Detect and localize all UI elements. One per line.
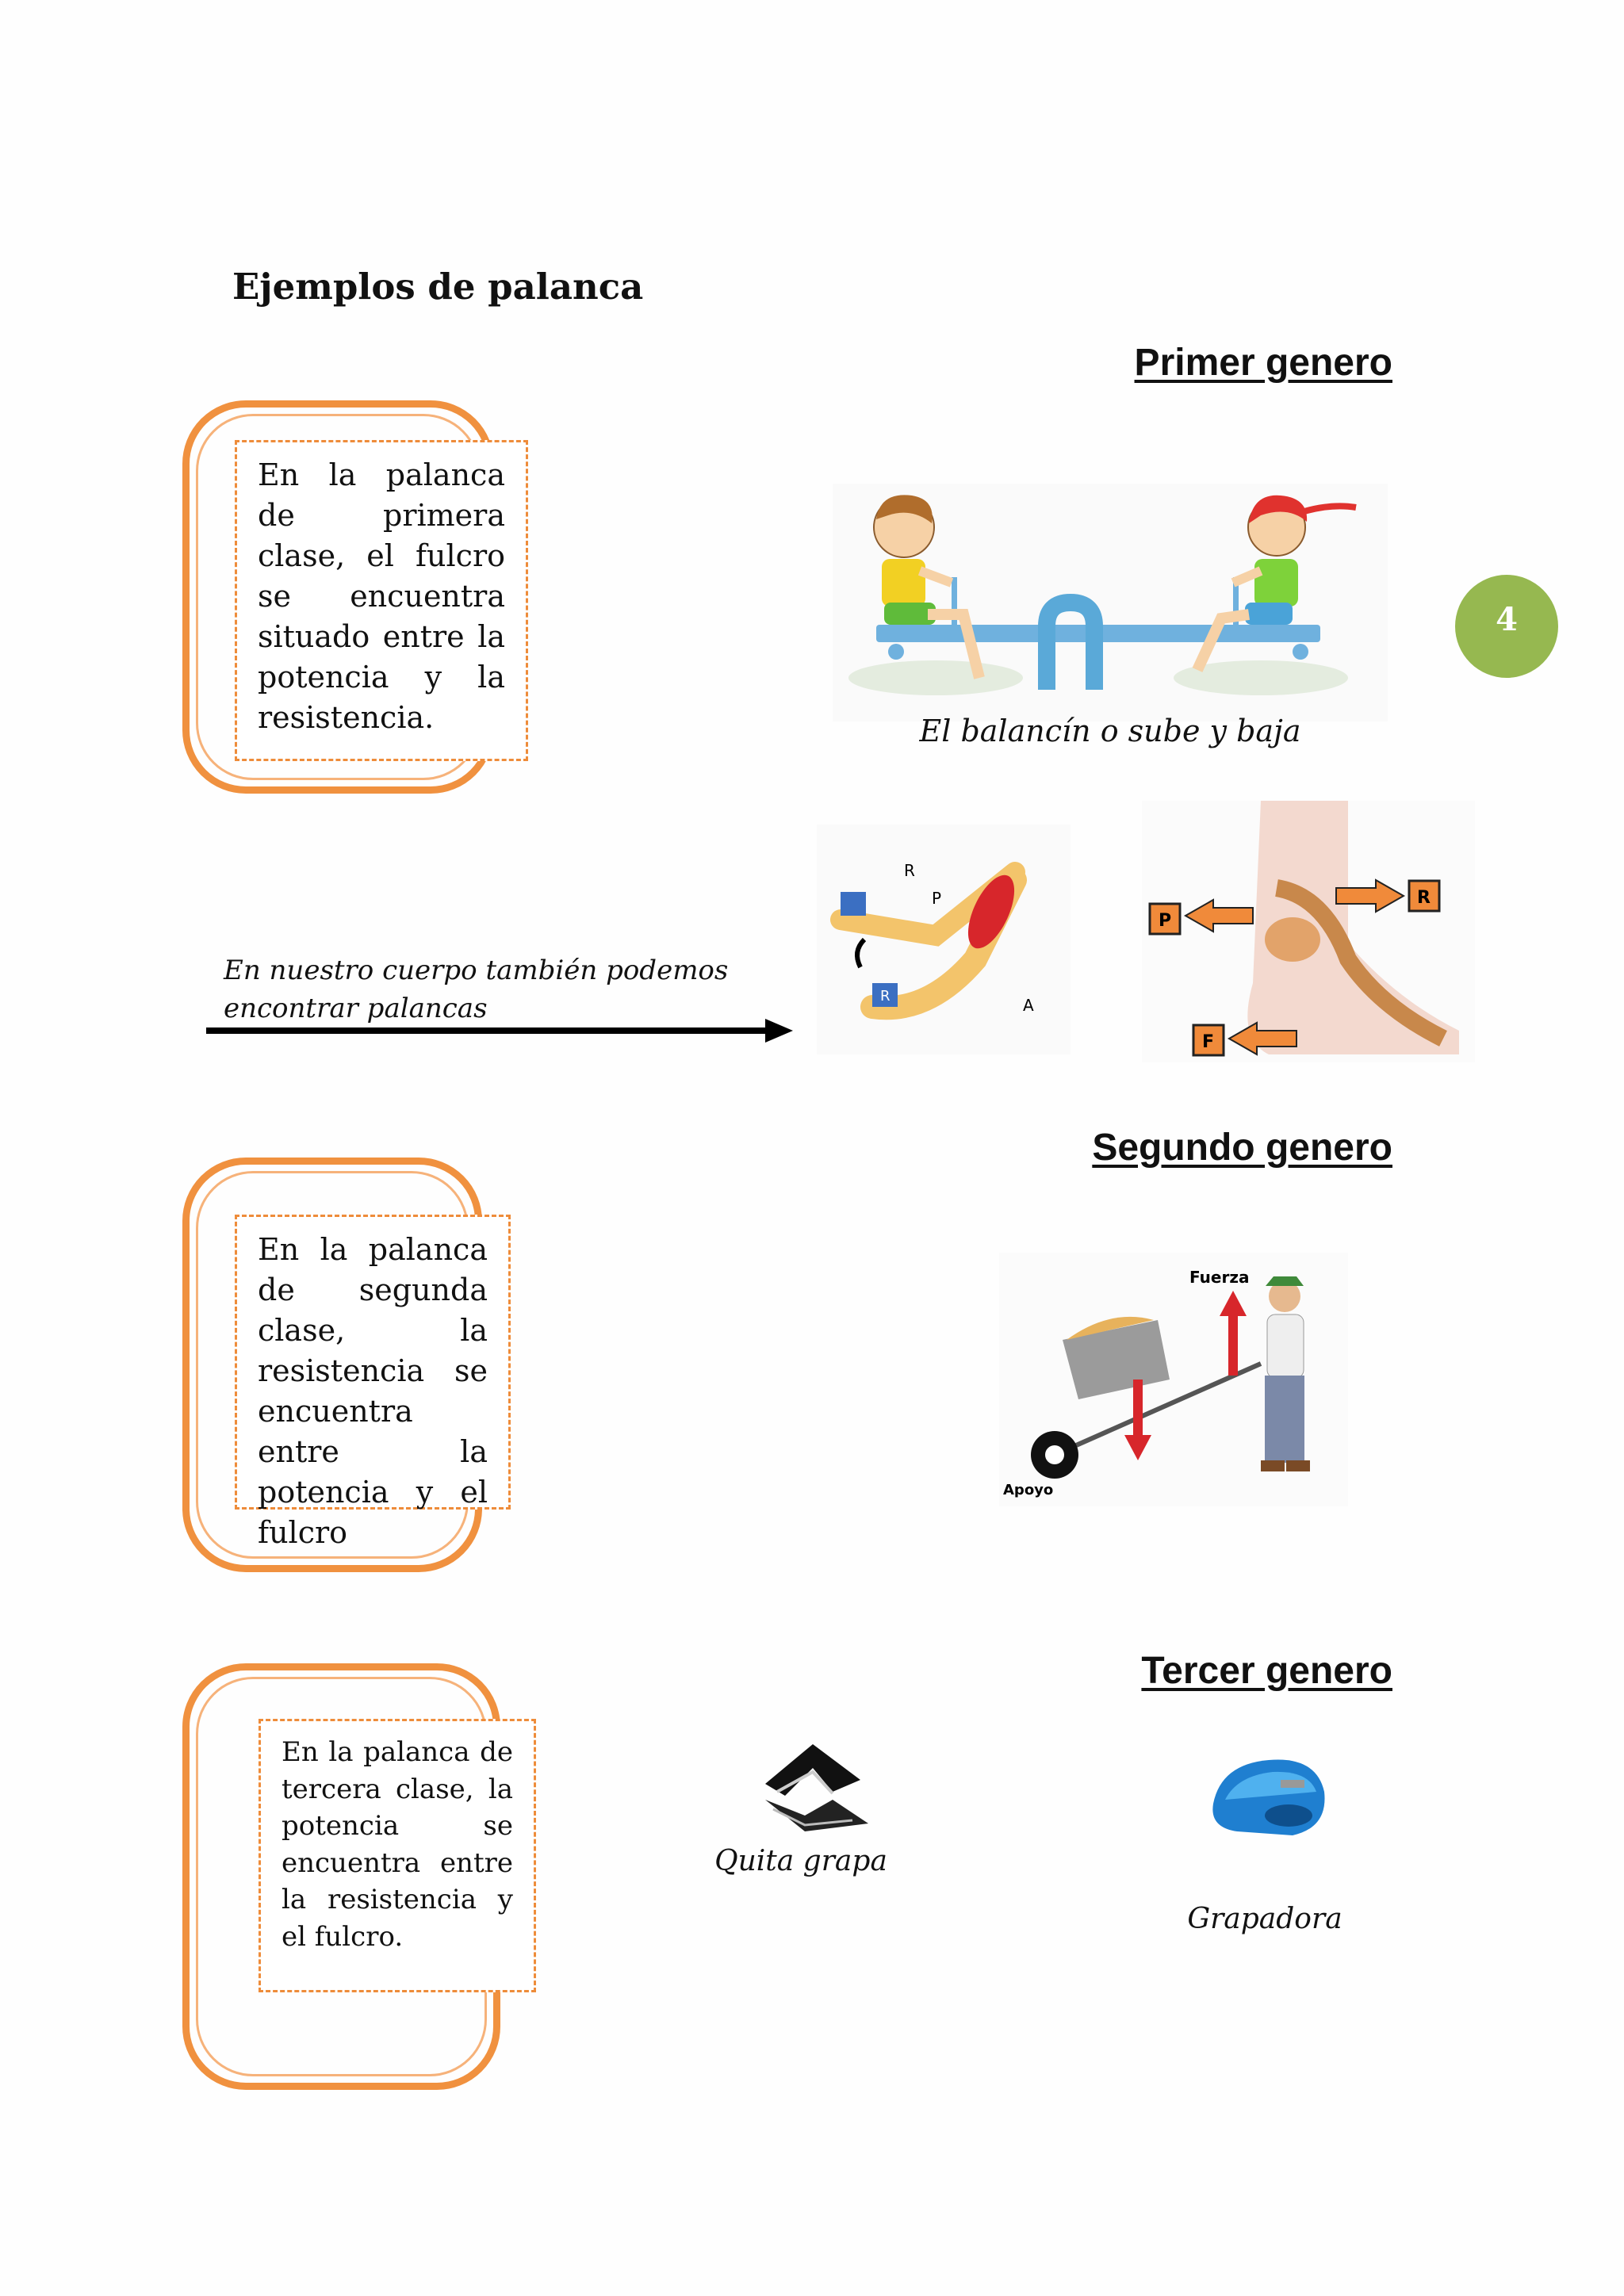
page-number-badge [1455, 575, 1558, 678]
arm-label-p: P [932, 889, 942, 908]
first-genre-text: En la palanca de primera clase, el fulcro se encuentra situado entre la potencia y la resistencia. [258, 457, 505, 735]
arm-label-r: R [904, 861, 915, 880]
pointer-arrow [202, 1015, 797, 1047]
second-genre-heading: Segundo genero [1092, 1127, 1392, 1169]
staple-remover-caption: Quita grapa [714, 1845, 887, 1877]
foot-lever-illustration [1142, 801, 1475, 1062]
weight-top [841, 892, 866, 916]
arm-label-a: A [1023, 996, 1034, 1015]
stapler-caption: Grapadora [1187, 1903, 1342, 1935]
foot-label-p: P [1159, 911, 1172, 931]
foot-label-r: R [1417, 888, 1431, 908]
third-genre-textbox [259, 1719, 536, 1992]
force-label: Fuerza [1189, 1268, 1250, 1287]
seesaw-caption: El balancín o sube y baja [919, 714, 1301, 748]
arm-lever-illustration [817, 825, 1071, 1054]
second-genre-text: En la palanca de segunda clase, la resistencia se encuentra entre la potencia y el fulcro [258, 1232, 488, 1550]
first-genre-textbox [235, 440, 528, 761]
third-genre-heading: Tercer genero [1141, 1650, 1392, 1692]
wheelbarrow-illustration [999, 1253, 1348, 1506]
foot-label-f: F [1202, 1032, 1215, 1052]
arm-label-r2: R [880, 988, 891, 1004]
seesaw-illustration [833, 484, 1388, 721]
page-number: 4 [1496, 600, 1518, 638]
stapler-illustration [1205, 1748, 1332, 1851]
staple-remover-illustration [757, 1736, 876, 1839]
page-title: Ejemplos de palanca [232, 266, 644, 308]
third-genre-text: En la palanca de tercera clase, la potencia se encuentra entre la resistencia y el fulcro. [282, 1736, 513, 1953]
body-levers-note: En nuestro cuerpo también podemos encontrar palancas [224, 955, 729, 1024]
second-genre-textbox [235, 1215, 511, 1550]
first-genre-heading: Primer genero [1134, 342, 1392, 384]
support-label: Apoyo [1003, 1482, 1054, 1498]
seesaw-shadow-left [848, 660, 1023, 695]
